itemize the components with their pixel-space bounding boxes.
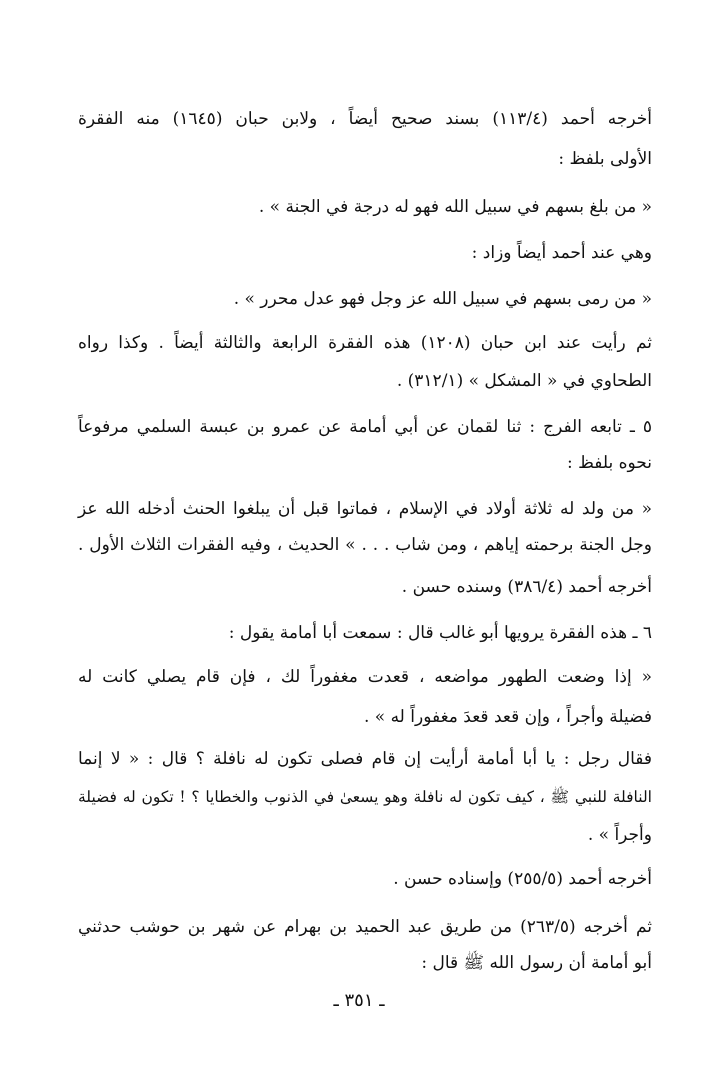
page-number: ـ ٣٥١ ـ (333, 990, 385, 1011)
hadith-quote: فضيلة وأجراً ، وإن قعد قعدَ مغفوراً له » . (363, 707, 652, 727)
hadith-quote: « من رمى بسهم في سبيل الله عز وجل فهو عدل محرر » . (233, 289, 652, 309)
hadith-quote: « من بلغ بسهم في سبيل الله فهو له درجة في الجنة » . (258, 197, 652, 217)
text-line: أخرجه أحمد (١١٣/٤) بسند صحيح أيضاً ، ولابن حبان (١٦٤٥) منه الفقرة (78, 109, 652, 129)
text-line: نحوه بلفظ : (566, 453, 652, 473)
hadith-quote: « إذا وضعت الطهور مواضعه ، قعدت مغفوراً لك ، فإن قام يصلي كانت له (78, 667, 652, 687)
hadith-quote: وجل الجنة برحمته إياهم ، ومن شاب . . . » الحديث ، وفيه الفقرات الثلاث الأول . (78, 535, 652, 555)
text-line: النافلة للنبي ﷺ ، كيف تكون له نافلة وهو يسعىٰ في الذنوب والخطايا ؟ ! تكون له فضيلة (78, 788, 652, 806)
text-line: ثم أخرجه (٢٦٣/٥) من طريق عبد الحميد بن بهرام عن شهر بن حوشب حدثني (78, 917, 652, 937)
text-line: فقال رجل : يا أبا أمامة أرأيت إن قام فصلى تكون له نافلة ؟ قال : « لا إنما (78, 749, 652, 769)
text-line: وأجراً » . (587, 825, 652, 845)
numbered-paragraph-6: ٦ ـ هذه الفقرة يرويها أبو غالب قال : سمعت أبا أمامة يقول : (228, 623, 652, 643)
text-line: ثم رأيت عند ابن حبان (١٢٠٨) هذه الفقرة الرابعة والثالثة أيضاً . وكذا رواه (78, 333, 652, 353)
text-line: أخرجه أحمد (٣٨٦/٤) وسنده حسن . (401, 577, 652, 597)
text-line: أبو أمامة أن رسول الله ﷺ قال : (421, 953, 652, 973)
text-line: الأولى بلفظ : (558, 149, 652, 169)
text-line: أخرجه أحمد (٢٥٥/٥) وإسناده حسن . (393, 869, 652, 889)
text-line: الطحاوي في « المشكل » (٣١٢/١) . (396, 371, 652, 391)
text-line: وهي عند أحمد أيضاً وزاد : (471, 243, 652, 263)
hadith-quote: « من ولد له ثلاثة أولاد في الإسلام ، فماتوا قبل أن يبلغوا الحنث أدخله الله عز (78, 499, 652, 519)
numbered-paragraph-5: ٥ ـ تابعه الفرج : ثنا لقمان عن أبي أمامة عن عمرو بن عبسة السلمي مرفوعاً (78, 417, 652, 437)
